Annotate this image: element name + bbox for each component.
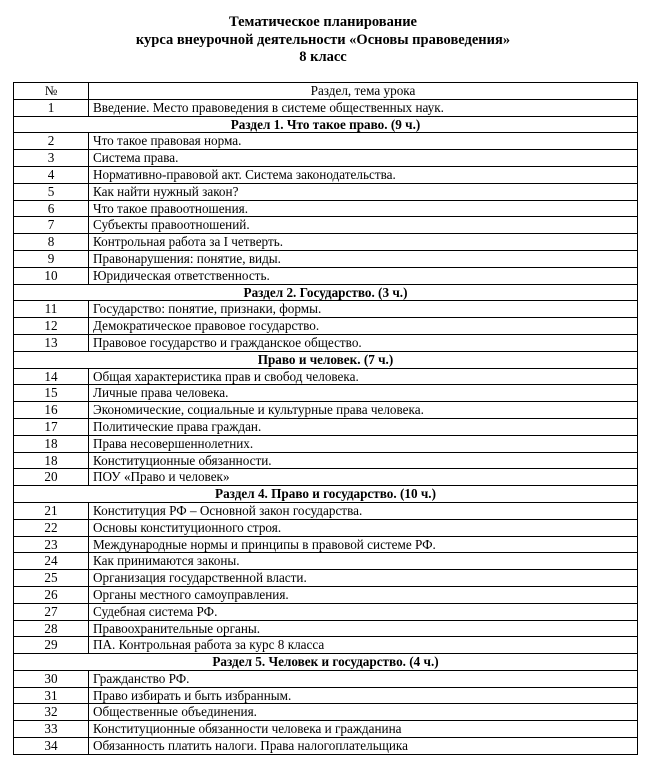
lesson-topic: Политические права граждан. bbox=[89, 418, 638, 435]
lesson-topic: Организация государственной власти. bbox=[89, 570, 638, 587]
lesson-number: 15 bbox=[14, 385, 89, 402]
table-row bbox=[14, 586, 638, 603]
lesson-number: 29 bbox=[14, 637, 89, 654]
lesson-topic: Общая характеристика прав и свобод человека. bbox=[89, 368, 638, 385]
table-row bbox=[14, 402, 638, 419]
lesson-number: 27 bbox=[14, 603, 89, 620]
lesson-number: 18 bbox=[14, 452, 89, 469]
table-row bbox=[14, 334, 638, 351]
lesson-number: 22 bbox=[14, 519, 89, 536]
lesson-topic: Демократическое правовое государство. bbox=[89, 318, 638, 335]
lesson-topic: Личные права человека. bbox=[89, 385, 638, 402]
table-row bbox=[14, 183, 638, 200]
document-title bbox=[0, 14, 646, 67]
table-row bbox=[14, 99, 638, 116]
column-header-topic: Раздел, тема урока bbox=[89, 83, 638, 100]
lesson-number: 9 bbox=[14, 250, 89, 267]
table-row bbox=[14, 570, 638, 587]
table-row bbox=[14, 418, 638, 435]
table-header-row bbox=[14, 83, 638, 100]
lesson-topic: Конституционные обязанности. bbox=[89, 452, 638, 469]
lesson-number: 14 bbox=[14, 368, 89, 385]
table-row bbox=[14, 469, 638, 486]
lesson-number: 12 bbox=[14, 318, 89, 335]
lesson-topic: Основы конституционного строя. bbox=[89, 519, 638, 536]
lesson-number: 32 bbox=[14, 704, 89, 721]
lesson-topic: Правовое государство и гражданское общество. bbox=[89, 334, 638, 351]
lesson-topic: Государство: понятие, признаки, формы. bbox=[89, 301, 638, 318]
table-row bbox=[14, 166, 638, 183]
lesson-number: 26 bbox=[14, 586, 89, 603]
lesson-number: 13 bbox=[14, 334, 89, 351]
table-row bbox=[14, 603, 638, 620]
lesson-number: 7 bbox=[14, 217, 89, 234]
section-title: Раздел 5. Человек и государство. (4 ч.) bbox=[14, 654, 638, 671]
lesson-topic: Конституция РФ – Основной закон государства. bbox=[89, 502, 638, 519]
section-title: Право и человек. (7 ч.) bbox=[14, 351, 638, 368]
table-row bbox=[14, 721, 638, 738]
section-header-row bbox=[14, 116, 638, 133]
table-row bbox=[14, 368, 638, 385]
lesson-number: 2 bbox=[14, 133, 89, 150]
lesson-topic: Система права. bbox=[89, 150, 638, 167]
lesson-topic: Как найти нужный закон? bbox=[89, 183, 638, 200]
lesson-number: 5 bbox=[14, 183, 89, 200]
table-row bbox=[14, 435, 638, 452]
lesson-number: 16 bbox=[14, 402, 89, 419]
lesson-topic: Гражданство РФ. bbox=[89, 670, 638, 687]
lesson-topic: Обязанность платить налоги. Права налогоплательщика bbox=[89, 738, 638, 755]
table-row bbox=[14, 452, 638, 469]
lesson-number: 24 bbox=[14, 553, 89, 570]
table-row bbox=[14, 502, 638, 519]
lesson-plan-table bbox=[13, 82, 638, 755]
section-title: Раздел 1. Что такое право. (9 ч.) bbox=[14, 116, 638, 133]
column-header-number: № bbox=[14, 83, 89, 100]
table-row bbox=[14, 637, 638, 654]
section-header-row bbox=[14, 654, 638, 671]
section-header-row bbox=[14, 486, 638, 503]
section-header-row bbox=[14, 351, 638, 368]
table-row bbox=[14, 301, 638, 318]
lesson-number: 23 bbox=[14, 536, 89, 553]
lesson-number: 28 bbox=[14, 620, 89, 637]
lesson-number: 33 bbox=[14, 721, 89, 738]
lesson-topic: Что такое правоотношения. bbox=[89, 200, 638, 217]
section-title: Раздел 2. Государство. (3 ч.) bbox=[14, 284, 638, 301]
title-line-1: Тематическое планирование bbox=[228, 14, 417, 30]
table-row bbox=[14, 250, 638, 267]
lesson-topic: Конституционные обязанности человека и гражданина bbox=[89, 721, 638, 738]
lesson-topic: Общественные объединения. bbox=[89, 704, 638, 721]
lesson-topic: Право избирать и быть избранным. bbox=[89, 687, 638, 704]
lesson-number: 1 bbox=[14, 99, 89, 116]
lesson-number: 4 bbox=[14, 166, 89, 183]
title-line-2: курса внеурочной деятельности «Основы правоведения» bbox=[135, 31, 511, 48]
table-row bbox=[14, 553, 638, 570]
lesson-number: 31 bbox=[14, 687, 89, 704]
lesson-topic: Права несовершеннолетних. bbox=[89, 435, 638, 452]
lesson-topic: Что такое правовая норма. bbox=[89, 133, 638, 150]
lesson-number: 11 bbox=[14, 301, 89, 318]
title-line-3: 8 класс bbox=[299, 49, 347, 65]
table-row bbox=[14, 670, 638, 687]
lesson-topic: Как принимаются законы. bbox=[89, 553, 638, 570]
lesson-number: 30 bbox=[14, 670, 89, 687]
lesson-number: 25 bbox=[14, 570, 89, 587]
lesson-topic: Судебная система РФ. bbox=[89, 603, 638, 620]
lesson-topic: Экономические, социальные и культурные права человека. bbox=[89, 402, 638, 419]
table-row bbox=[14, 267, 638, 284]
lesson-topic: ПА. Контрольная работа за курс 8 класса bbox=[89, 637, 638, 654]
lesson-number: 3 bbox=[14, 150, 89, 167]
lesson-number: 18 bbox=[14, 435, 89, 452]
lesson-topic: Органы местного самоуправления. bbox=[89, 586, 638, 603]
table-row bbox=[14, 536, 638, 553]
lesson-number: 17 bbox=[14, 418, 89, 435]
lesson-topic: Введение. Место правоведения в системе общественных наук. bbox=[89, 99, 638, 116]
table-row bbox=[14, 217, 638, 234]
lesson-topic: ПОУ «Право и человек» bbox=[89, 469, 638, 486]
lesson-number: 10 bbox=[14, 267, 89, 284]
lesson-number: 34 bbox=[14, 738, 89, 755]
lesson-number: 20 bbox=[14, 469, 89, 486]
table-row bbox=[14, 687, 638, 704]
lesson-number: 21 bbox=[14, 502, 89, 519]
lesson-topic: Нормативно-правовой акт. Система законодательства. bbox=[89, 166, 638, 183]
table-row bbox=[14, 133, 638, 150]
table-row bbox=[14, 738, 638, 755]
lesson-topic: Контрольная работа за I четверть. bbox=[89, 234, 638, 251]
section-title: Раздел 4. Право и государство. (10 ч.) bbox=[14, 486, 638, 503]
section-header-row bbox=[14, 284, 638, 301]
table-row bbox=[14, 150, 638, 167]
table-row bbox=[14, 704, 638, 721]
table-row bbox=[14, 318, 638, 335]
table-row bbox=[14, 620, 638, 637]
table-row bbox=[14, 200, 638, 217]
table-body bbox=[14, 99, 638, 754]
lesson-number: 8 bbox=[14, 234, 89, 251]
lesson-topic: Правонарушения: понятие, виды. bbox=[89, 250, 638, 267]
table-row bbox=[14, 234, 638, 251]
lesson-topic: Правоохранительные органы. bbox=[89, 620, 638, 637]
lesson-number: 6 bbox=[14, 200, 89, 217]
lesson-topic: Юридическая ответственность. bbox=[89, 267, 638, 284]
table-row bbox=[14, 385, 638, 402]
table-row bbox=[14, 519, 638, 536]
lesson-topic: Международные нормы и принципы в правовой системе РФ. bbox=[89, 536, 638, 553]
lesson-topic: Субъекты правоотношений. bbox=[89, 217, 638, 234]
